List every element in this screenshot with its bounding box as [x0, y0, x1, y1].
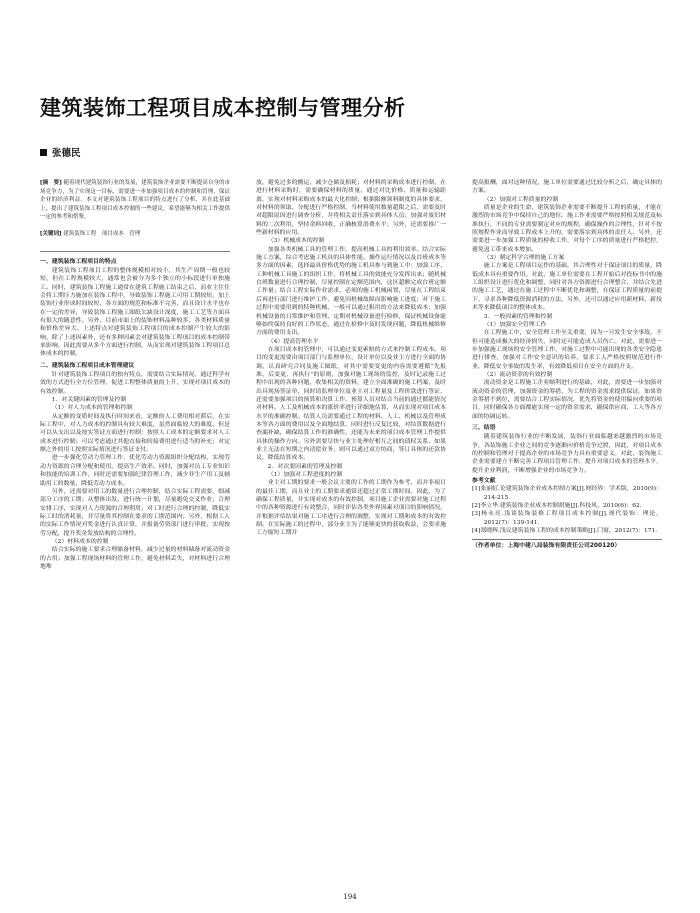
- abstract-text: 随着现代建筑装饰行业的发展，建筑装饰企业需要不断提高自身的市场竞争力，为了实现这一目标，需要进一步加强项目成本的控制和管理，保证企业的经济利益。本文对建筑装饰工程项目的特点进行了分析，并在此基础上，提出了建筑装饰工程项目成本控制的一些建议，希望能够为相关工作提供一定的参考和借鉴。: [40, 180, 230, 221]
- column-left: [40, 179, 230, 869]
- subsection-heading: （2）材料成本的控制: [51, 538, 109, 545]
- article-title: 建筑装饰工程项目成本控制与管理分析: [40, 96, 406, 120]
- paragraph: 提高报酬，面对这种情况，施工单位需要通过比较分析之后，确定具体的方案。: [472, 180, 662, 195]
- subsection-heading: （1）加强安全管理工作: [483, 321, 547, 328]
- abstract-divider: [40, 251, 230, 252]
- keywords: [40, 230, 230, 239]
- keywords-label: [关键词]: [40, 230, 62, 237]
- paragraph: 业主对工期的要求一般会议主要的工作的工期作为参考，而并非项目的最佳工期，而且业主的工期要求通常还超过正常工期时间。因此，为了确保工程质量，并实现对成本的有效控制，项目施工企业需要对施工过程中的各种资源进行有效整合，同时评估各类外界因素对项目的影响情况，并根据评估结果对施工工序进行合理的调整，实现对工期和成本的有效控制。在实际施工的过程中，部分业主为了能够更快的获取收益，会要求施工方缩短工期并: [256, 480, 446, 537]
- section-heading: 二、建筑装饰工程项目成本管理建议: [40, 362, 135, 369]
- bullet-square-icon: [40, 149, 47, 156]
- subsection-heading: 1．对关键因素的管理及控制: [51, 397, 127, 404]
- column-middle: [256, 179, 446, 879]
- subsection-heading: （4）提高管理水平: [267, 338, 319, 345]
- paragraph: 放，避免过多的搬运，减少仓储及损耗；对材料的采购成本进行控制，在进行材料采购时，需要确保材料的质量，通过对比价格、质量和运输距离，实现对材料采购成本的最大化控制；根据限额领料制度的具体要求，对材料的领取、分配进行严格控制，当材料使用数量超限之后，需要及时对超限原因进行调查分析，并将相关责任落实到具体人员；加强对废旧材料的二次利用，坚持余料回收，正确核算消费水平；另外，还需要推广一些新材料的应用。: [256, 180, 446, 237]
- paragraph: 施工方案是工程项目运作的基础，其合理性对于保证项目的质量，降低成本具有重要作用。对此，施工单位需要在工程开始后对投标书中的施工组织设计进行优化和调整，同时对各方资源进行合理整合，并结合先进的施工工艺，通过在施工过程中不断优化和调整，在保证工程质量的前提下，寻求各种降低资源消耗的方法，另外，还可以通过应用新材料、新技术等来降低项目的整体成本。: [472, 263, 662, 312]
- subsection-heading: 3．一般因素的管理和控制: [483, 313, 553, 320]
- keywords-text: 建筑装饰工程 项目成本 管理: [63, 230, 141, 237]
- paragraph: 在工程施工中，安全管理工作至关重要，因为一旦发生安全事故，不但可能造成极大的经济损失，同时还可能造成人员伤亡。对此，需要进一步加强施工现场的安全管理工作，对施工过程中可能出现的各类安全隐患进行排查，加强对工作安全意识的培养，要求工人严格按照规范进行作业，降低安全事故的发生率，有效降低项目在安全方面的开支。: [472, 330, 662, 370]
- subsection-heading: （3）机械成本的控制: [267, 238, 325, 245]
- paragraph: 加强各类机械工具的管理工作，提高机械工具的利用效率。结合实际施工方案，综合考虑施工机具的具体性能、操作运行情况以及台班成本等多方面的因素，选择最具价格优势的施工机具参与到施工中：加强工序、工种机械工具施工的组织工作，将机械工具的效能充分发挥出来；随机械台班数量进行合理控制，尽量控制在定额范围内，这区超额完成台班定额工作量；结合工程实际作业需求，必须的施工机械闲置，尽量在工程结束后再进行部门进行维护工作，避免因机械故障而影响施工进度；对于施工过程中需要用到的特种机械，一般可以通过租用的方法来降低成本；加强机械设备的日常维护和管理，定期对机械设备进行检修，保证机械设备能够始终保持良好的工作状态，通过在检修中及时发现问题，降低机械维修方面的费用支出。: [256, 246, 446, 337]
- subsection-heading: （3）制定科学合理的施工方案: [483, 255, 565, 262]
- paragraph: 在项目成本的管理中，可以通过变更索赔的方式来控制工程成本。项目的变更需要由项目部门与监理单位、设计单位以及业主方进行全面的协调，认真研究合同及施工图纸，对其中需要变更的内容需要遵循“先报准、后变更、再执行”的原则，加强对施工现场的监控，及时记录施工过程中出现的各种问题，收集相关的资料，建立全面准确的施工档案，及时出具现场签证单，同时请监理单位及业主对工程量及工程价款进行签证，还需要加强项目的预算和决算工作，预算人员对结合当前的通过都能情况对材料、人工及机械成本的涨价率进行详细地估算，从而实现对项目成本水平的准确控制。结算人员需要通过工程的材料、人工、机械以及管理成本等各方面的费用以及全面地结算，同时进行反复比较，对结算数据进行查漏补缺，确保结算工作的准确性，还能为未来的项目成本管理工作提供具体的操作方向。另外需要尽快与业主处理好相互之间的债权关系，如果业主无法在短期之内清偿业务，则可以通过双方协商，签订具体的还款协议，降低结算成本。: [256, 346, 446, 462]
- author-line: [40, 145, 81, 159]
- subsection-heading: （1）加强对工程进度的控制: [267, 472, 343, 479]
- paragraph: 随着建筑装饰行业的不断发展，装饰行业面临越来越激烈的市场竞争，各装饰施工企业之间的竞争逐渐向价格竞争过渡，因此，对项目成本的控制和管理对于提高企业的市场竞争力具有重要意义。对此，装饰施工企业需要建立不断完善工程项目管理工作，提升对项目成本的管理水平，提升企业利润，不断增强企业的市场竞争力。: [472, 434, 662, 474]
- subsection-heading: （2）加强对工程质量的控制: [483, 196, 559, 203]
- author-affiliation: （作者单位：上海中建八局装饰有限责任公司200120）: [472, 539, 662, 550]
- reference-item: [2]李立华.建筑装饰企业成本控制措施[J].科技风，2010(6)：62.: [472, 503, 642, 510]
- column-right: [472, 179, 662, 879]
- reference-item: [4]郑晓辉.浅议建筑装饰工程的成本控制策略[J].门窗，2012(7)：171.: [472, 528, 658, 535]
- section-heading: 三、结语: [472, 424, 496, 431]
- paragraph: 从定额的变质时间及执行时间来看，定额的人工费用相对滞后，在实际工程中，对人力成本的控制具有较大难度，虽然面临较大的难度，但是可以从支出以及按实签证方面进行控制：按照人工成本的定额要求对人工成本进行控制；可以考虑通过其他直接和间接费用进行适当的补充；对定额之外的用工按照实际情况进行签证支付。: [40, 413, 230, 454]
- abstract-label: [摘 要]: [40, 180, 62, 186]
- paragraph: 针对建筑装饰工程项目的独有特点，需要结合实际情况，通过科学有效的方式进行全方位管理，促进工程整体质量的上升，实现对项目成本的有效控制。: [40, 372, 230, 395]
- reference-item: [1]张丽虹.论建筑装饰企业成本控制方案[J].财经界：学术版，2010(9)：214-215.: [472, 486, 662, 501]
- paragraph: 结合实际的施工要求合理储备材料，减少过量的材料储备对流动资金的占用；加强工程现场材料的管理工作，避免材料丢失，对材料进行合理地堆: [40, 547, 230, 570]
- abstract: [40, 179, 230, 222]
- paragraph: 流动资金是工程施工企业顺利进行的基础，对此，需要进一步加强对流动资金的管理，加强资金的筹措，为工程的资金需求提供保证。如果资金筹措不到位，需要结合工程实际情况，优先将资金的使用偏向重要的项目，同时确保各方面都能实现一定的资金需求，确保供应商、工人等各方面的协调运转。: [472, 380, 662, 420]
- paragraph: 进一步强化劳动力管理工作，优化劳动力资源组织分配结构，实现劳动力资源的合理分配和使用，提高生产效率。同时，加强对员工专业知识和技能的培训工作，同时还需要加强纪律管理工作，减少非生产用工及辅助用工的数量，降低劳动力成本。: [40, 455, 230, 487]
- subsection-heading: （1）对人力成本的管理和控制: [51, 405, 133, 412]
- paragraph: 质量是企业的生命，建筑装饰企业需要不断提升工程的质量，才能在激烈的市场竞争中保持自己的地位。施工作业需要严格按照相关规范及标准执行，不同的专业需要制定对应的规程，确保操作的合理性，针对不按照规程作业而导致工程成本上升的，需要落实到具体的责任人。另外，还需要进一步加强工程质量的检收工作，对每个工序的质量进行严格把控，避免返工带来成本增加。: [472, 205, 662, 253]
- author-name: 张德民: [52, 148, 81, 159]
- section-heading: 一、建筑装饰工程项目的特点: [40, 258, 117, 265]
- paragraph: 建筑装饰工程项目工程的整体规模相对较小，其生产周期一般也较短，但在工程规模较大，通常也会被分为多个独立的小标段进行单独施工。同时，建筑装饰工程施工通常在建筑工程施工结束之后，而业主往往会将工期压力施加在装饰工程中，导致装饰工程施工可用工期较短。加上装饰行业形成时间较短，各方面的规范和标准不完善，而且设计水平也存在一定的差异，导致装饰工程施工图纸欠缺设计深度，施工工艺等方面具有很大的随意性。另外，目前市面上的装饰材料品种较多，各类材料质量和价格差异大。上述特点对建筑装饰工程项目的成本控制产生较大的影响，除了上述因素外，还有多种因素会对建筑装饰工程项目的成本控制带来影响。因此需要从多个方面进行控制，从而实现对建筑装饰工程项目总体成本的控制。: [40, 267, 230, 358]
- abstract-box: [40, 179, 230, 245]
- subsection-heading: 2．对次要因素的管理及控制: [267, 463, 343, 470]
- references-heading: 参考文献: [472, 478, 496, 485]
- subsection-heading: （2）流动资金的有效控制: [483, 371, 553, 378]
- paragraph: 另外，还需要对用工的数量进行合理控制，结合实际工程需要，细减部分工序的工期；从整体出发，进行统一计划，尽量避免交叉作业；合理安排工序，实现对人力资源的合理利用；对工时进行合理的控制，降低实际工时的消耗量，并尽量将其控制在要求的工期范围内；另外，根据工人的实际工作情况对奖金进行认真计算，并报备劳资部门进行审批，实现按劳分配，提升奖金发放结构的合理性。: [40, 488, 230, 537]
- page-number: 194: [343, 893, 357, 901]
- reference-item: [3]杨永亮.浅谈装饰装修工程项目成本控制[J].现代装饰：理论，2012(7)：139-141.: [472, 511, 662, 526]
